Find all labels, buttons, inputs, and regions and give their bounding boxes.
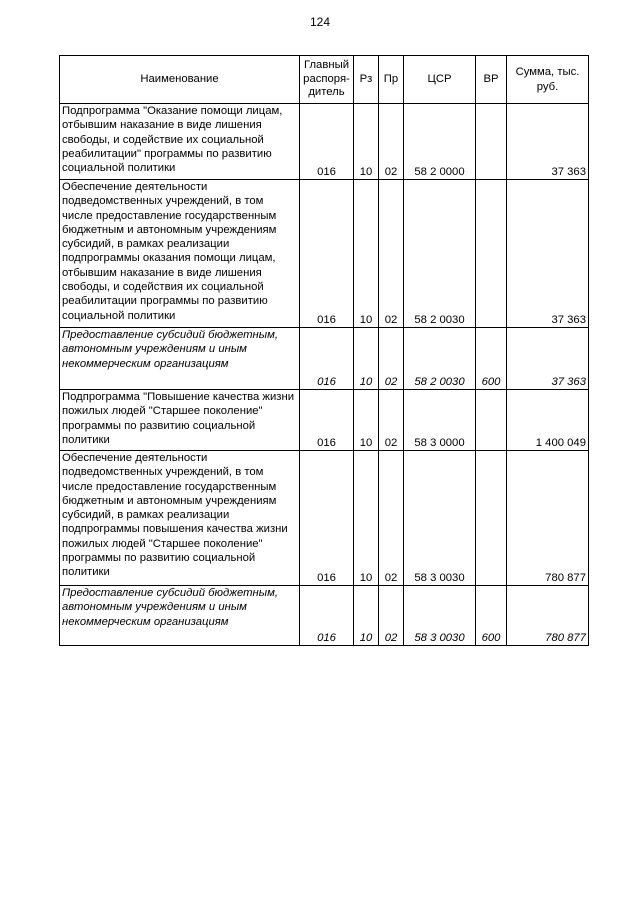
header-name: Наименование (60, 56, 300, 104)
row-csr: 58 2 0030 (404, 328, 476, 390)
row-vr (476, 390, 507, 451)
row-sum: 37 363 (507, 104, 589, 180)
header-vr: ВР (476, 56, 507, 104)
table-row (60, 586, 589, 646)
row-sum: 780 877 (507, 451, 589, 586)
row-rz: 10 (354, 104, 379, 180)
row-pr: 02 (379, 180, 404, 328)
table-row (60, 104, 589, 180)
row-manager: 016 (300, 104, 354, 180)
header-pr: Пр (379, 56, 404, 104)
row-sum: 37 363 (507, 180, 589, 328)
table-row (60, 328, 589, 390)
row-manager: 016 (300, 586, 354, 646)
table-row (60, 451, 589, 586)
row-csr: 58 3 0030 (404, 586, 476, 646)
row-pr: 02 (379, 328, 404, 390)
row-manager: 016 (300, 390, 354, 451)
row-sum: 1 400 049 (507, 390, 589, 451)
row-manager: 016 (300, 451, 354, 586)
row-manager: 016 (300, 180, 354, 328)
row-vr: 600 (476, 586, 507, 646)
row-csr: 58 2 0030 (404, 180, 476, 328)
row-sum: 37 363 (507, 328, 589, 390)
header-rz: Рз (354, 56, 379, 104)
row-name: Предоставление субсидий бюджетным, автономным учреждениям и иным некоммерческим организациям (60, 328, 300, 390)
row-pr: 02 (379, 104, 404, 180)
header-sum: Сумма, тыс. руб. (507, 56, 589, 104)
header-manager: Главный распоря-дитель (300, 56, 354, 104)
budget-table (59, 55, 589, 646)
table-header-row (60, 56, 589, 104)
header-csr: ЦСР (404, 56, 476, 104)
row-name: Подпрограмма "Оказание помощи лицам, отбывшим наказание в виде лишения свободы, и содействие их социальной реабилитации" программы по развитию социальной политики (60, 104, 300, 180)
row-pr: 02 (379, 586, 404, 646)
page-number: 124 (309, 15, 331, 29)
row-name: Обеспечение деятельности подведомственных учреждений, в том числе предоставление государственным бюджетным и автономным учреждениям субсидий, в рамках реализации подпрограммы повышения качества жизни пожилых людей "Старшее поколение" программы по развитию социальной политики (60, 451, 300, 586)
row-rz: 10 (354, 328, 379, 390)
row-rz: 10 (354, 390, 379, 451)
row-vr (476, 180, 507, 328)
row-csr: 58 2 0000 (404, 104, 476, 180)
row-rz: 10 (354, 451, 379, 586)
row-rz: 10 (354, 180, 379, 328)
row-manager: 016 (300, 328, 354, 390)
row-csr: 58 3 0030 (404, 451, 476, 586)
row-pr: 02 (379, 390, 404, 451)
row-rz: 10 (354, 586, 379, 646)
row-name: Обеспечение деятельности подведомственных учреждений, в том числе предоставление государственным бюджетным и автономным учреждениям субсидий, в рамках реализации подпрограммы оказания помощи лицам, отбывшим наказание в виде лишения свободы, и содействия их социальной реабилитации программы по развитию социальной политики (60, 180, 300, 328)
row-vr (476, 451, 507, 586)
row-vr: 600 (476, 328, 507, 390)
row-sum: 780 877 (507, 586, 589, 646)
row-name: Подпрограмма "Повышение качества жизни пожилых людей "Старшее поколение" программы по развитию социальной политики (60, 390, 300, 451)
row-csr: 58 3 0000 (404, 390, 476, 451)
table-row (60, 390, 589, 451)
table-row (60, 180, 589, 328)
row-vr (476, 104, 507, 180)
row-pr: 02 (379, 451, 404, 586)
row-name: Предоставление субсидий бюджетным, автономным учреждениям и иным некоммерческим организациям (60, 586, 300, 646)
